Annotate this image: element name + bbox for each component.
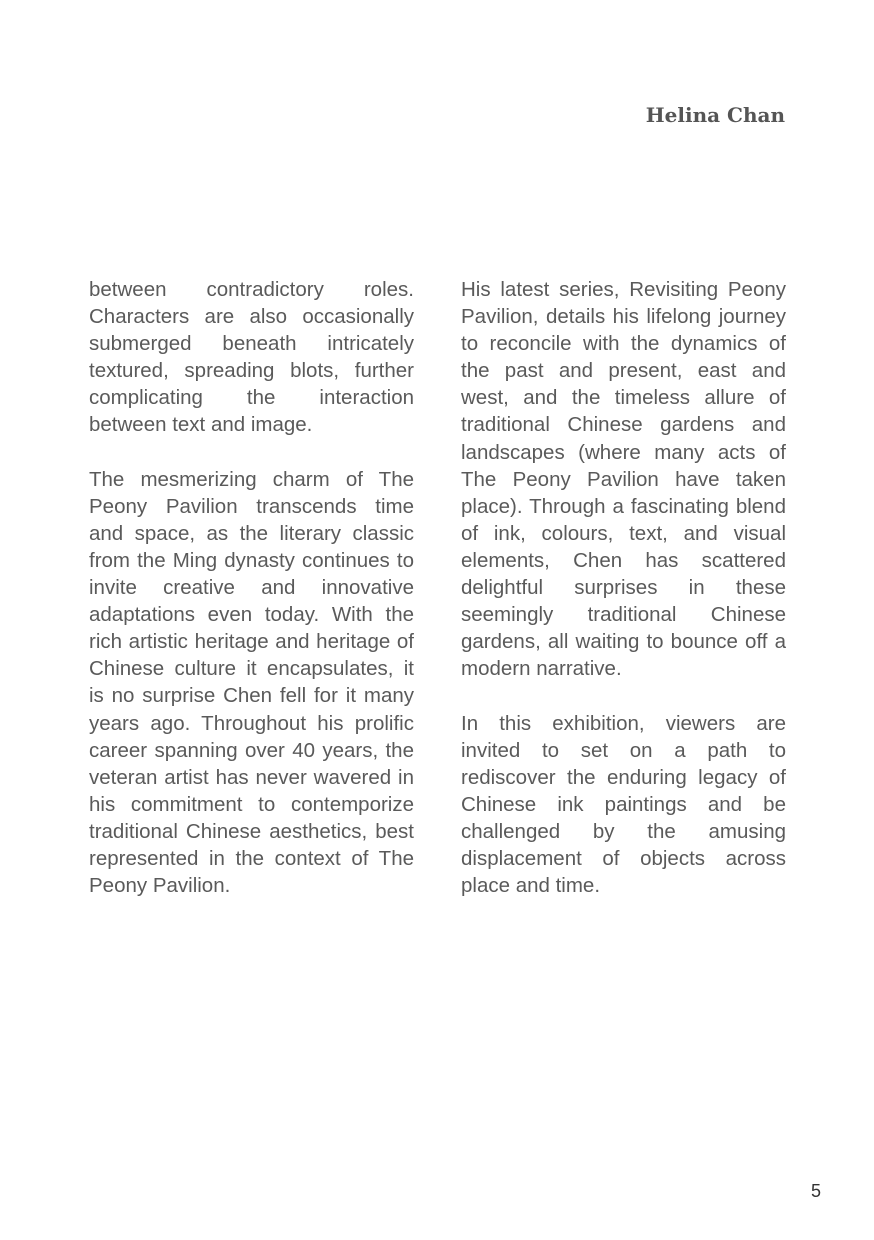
paragraph: between contradictory roles. Characters are also occasionally submerged beneath intricately textured, spreading blots, further complicating the interaction between text and image.: [89, 278, 414, 437]
author-name: Helina Chan: [645, 103, 785, 127]
text-column-right: [461, 276, 786, 926]
paragraph: His latest series, Revisiting Peony Pavilion, details his lifelong journey to reconcile with the dynamics of the past and present, east and west, and the timeless allure of traditional Chinese gardens and landscapes (where many acts of The Peony Pavilion have taken place). Through a fascinating blend of ink, colours, text, and visual elements, Chen has scattered delightful surprises in these seemingly traditional Chinese gardens, all waiting to bounce off a modern narrative.: [461, 278, 786, 681]
text-column-left: [89, 276, 414, 926]
paragraph: In this exhibition, viewers are invited to set on a path to rediscover the enduring legacy of Chinese ink paintings and be challenged by the amusing displacement of objects across place and time.: [461, 711, 786, 898]
paragraph: The mesmerizing charm of The Peony Pavilion transcends time and space, as the literary classic from the Ming dynasty continues to invite creative and innovative adaptations even today. With the rich artistic heritage and heritage of Chinese culture it encapsulates, it is no surprise Chen fell for it many years ago. Throughout his prolific career spanning over 40 years, the veteran artist has never wavered in his commitment to contemporize traditional Chinese aesthetics, best represented in the context of The Peony Pavilion.: [89, 467, 414, 898]
page-number: 5: [810, 1181, 821, 1201]
